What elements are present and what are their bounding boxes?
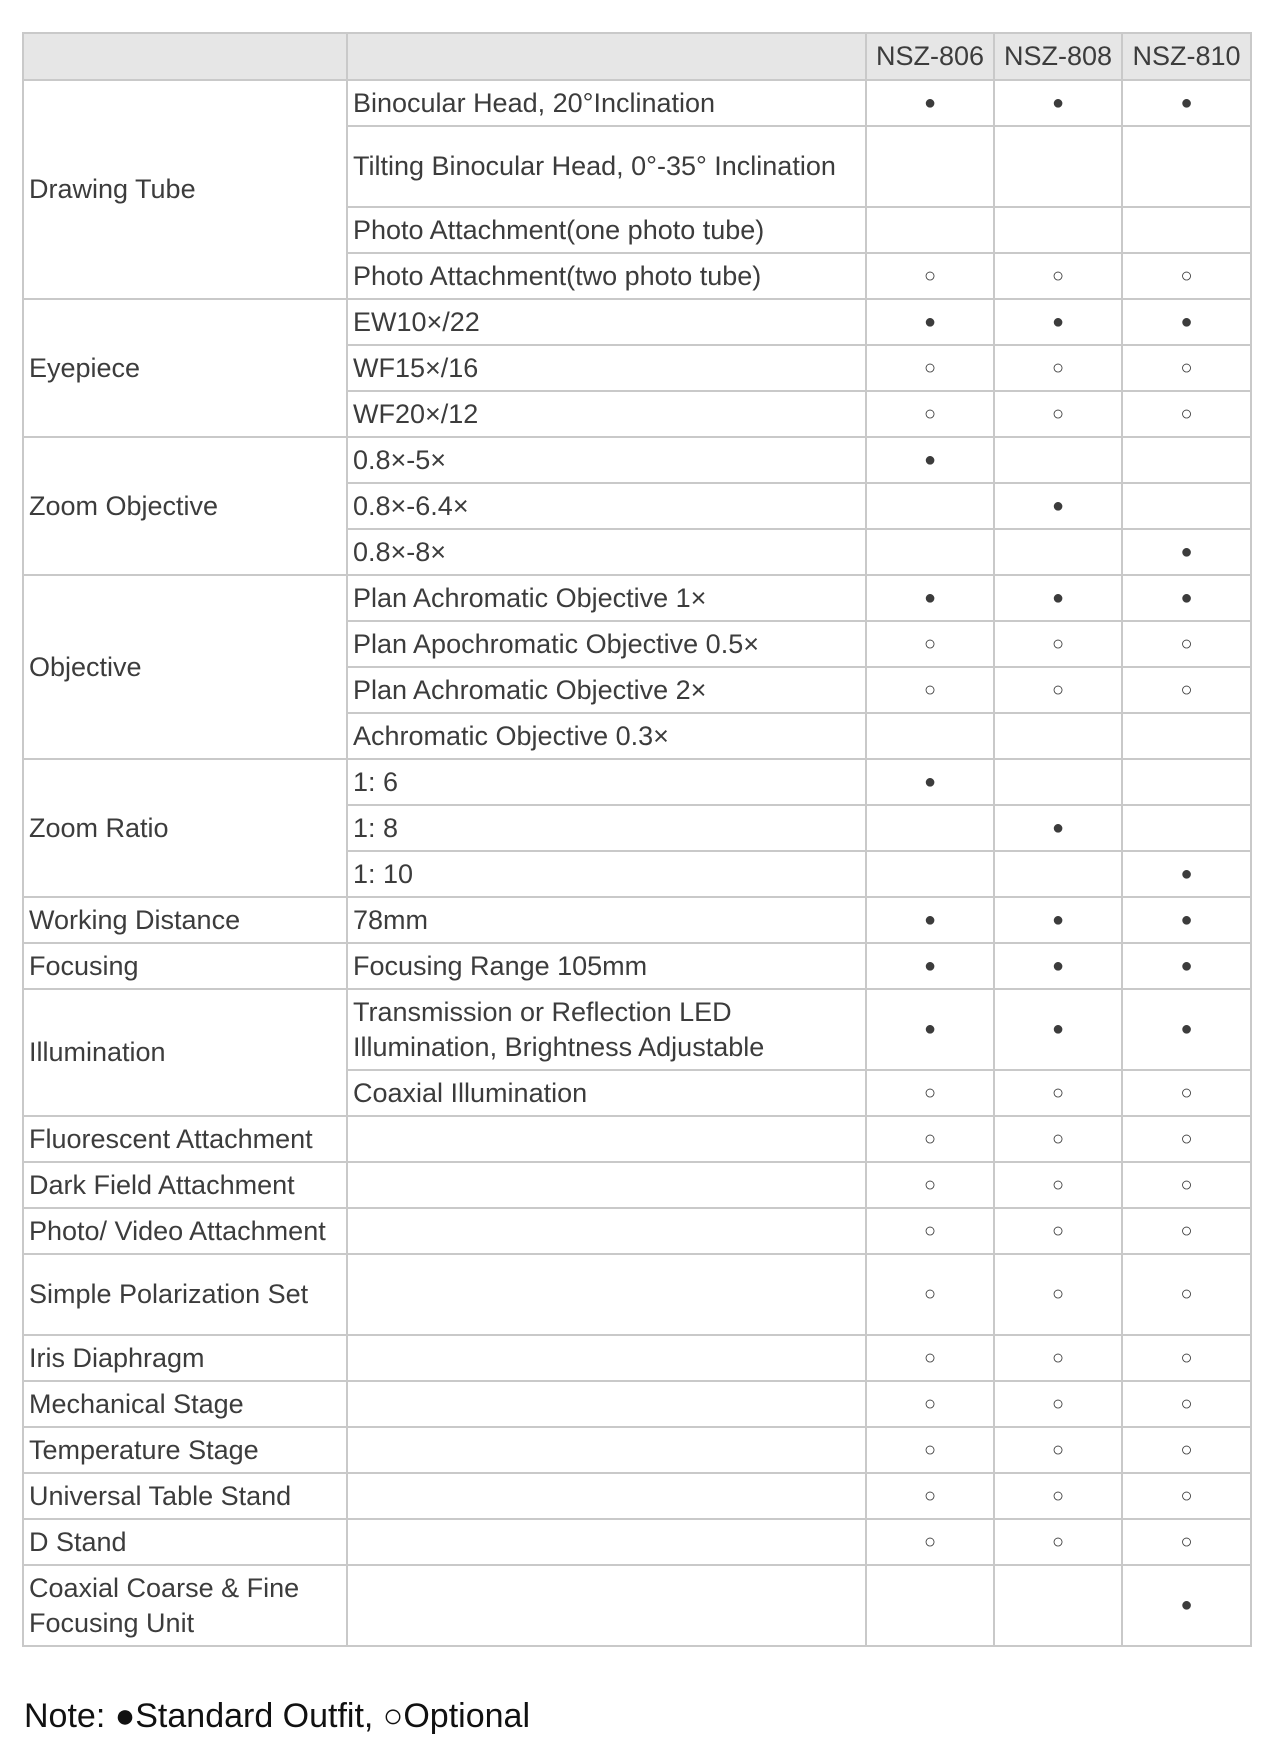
mark-nsz-808: [994, 437, 1122, 483]
mark-nsz-806: ●: [866, 943, 994, 989]
mark-nsz-806: ○: [866, 621, 994, 667]
item-cell: [347, 1162, 866, 1208]
mark-nsz-808: ●: [994, 805, 1122, 851]
mark-nsz-810: ●: [1122, 851, 1251, 897]
mark-nsz-806: [866, 851, 994, 897]
header-nsz-808: NSZ-808: [994, 33, 1122, 80]
mark-nsz-810: [1122, 126, 1251, 207]
item-cell: Achromatic Objective 0.3×: [347, 713, 866, 759]
mark-nsz-808: [994, 207, 1122, 253]
item-cell: Photo Attachment(two photo tube): [347, 253, 866, 299]
item-cell: 78mm: [347, 897, 866, 943]
mark-nsz-806: ○: [866, 253, 994, 299]
item-cell: [347, 1519, 866, 1565]
mark-nsz-806: [866, 805, 994, 851]
mark-nsz-808: ○: [994, 621, 1122, 667]
mark-nsz-808: ●: [994, 299, 1122, 345]
item-cell: Coaxial Illumination: [347, 1070, 866, 1116]
mark-nsz-808: ○: [994, 1254, 1122, 1335]
mark-nsz-806: ●: [866, 299, 994, 345]
item-cell: [347, 1381, 866, 1427]
mark-nsz-808: [994, 529, 1122, 575]
mark-nsz-806: [866, 483, 994, 529]
table-row: [23, 1565, 1251, 1646]
mark-nsz-810: ○: [1122, 1381, 1251, 1427]
mark-nsz-806: [866, 126, 994, 207]
mark-nsz-808: ●: [994, 989, 1122, 1070]
mark-nsz-810: ○: [1122, 1427, 1251, 1473]
category-cell: Drawing Tube: [23, 80, 347, 299]
item-cell: Plan Achromatic Objective 1×: [347, 575, 866, 621]
mark-nsz-810: [1122, 207, 1251, 253]
mark-nsz-810: ●: [1122, 80, 1251, 126]
mark-nsz-810: ●: [1122, 943, 1251, 989]
header-item: [347, 33, 866, 80]
category-cell: D Stand: [23, 1519, 347, 1565]
mark-nsz-806: ●: [866, 575, 994, 621]
mark-nsz-808: ○: [994, 1070, 1122, 1116]
mark-nsz-810: [1122, 759, 1251, 805]
category-cell: Coaxial Coarse & Fine Focusing Unit: [23, 1565, 347, 1646]
category-cell: Iris Diaphragm: [23, 1335, 347, 1381]
item-cell: WF15×/16: [347, 345, 866, 391]
item-cell: [347, 1565, 866, 1646]
mark-nsz-808: ○: [994, 1473, 1122, 1519]
mark-nsz-806: ○: [866, 1381, 994, 1427]
mark-nsz-808: [994, 851, 1122, 897]
category-cell: Working Distance: [23, 897, 347, 943]
table-row: [23, 1116, 1251, 1162]
category-cell: Dark Field Attachment: [23, 1162, 347, 1208]
mark-nsz-808: ○: [994, 391, 1122, 437]
mark-nsz-806: ○: [866, 1208, 994, 1254]
item-cell: [347, 1116, 866, 1162]
mark-nsz-806: [866, 713, 994, 759]
item-cell: [347, 1254, 866, 1335]
mark-nsz-810: ●: [1122, 529, 1251, 575]
item-cell: 0.8×-5×: [347, 437, 866, 483]
legend-note: Note: ●Standard Outfit, ○Optional: [24, 1697, 530, 1735]
mark-nsz-808: [994, 713, 1122, 759]
header-nsz-806: NSZ-806: [866, 33, 994, 80]
mark-nsz-808: [994, 759, 1122, 805]
mark-nsz-808: ○: [994, 1381, 1122, 1427]
mark-nsz-806: ○: [866, 1519, 994, 1565]
spec-table: [22, 32, 1252, 1647]
item-cell: Focusing Range 105mm: [347, 943, 866, 989]
header-nsz-810: NSZ-810: [1122, 33, 1251, 80]
mark-nsz-810: ○: [1122, 253, 1251, 299]
mark-nsz-806: ○: [866, 1254, 994, 1335]
table-row: [23, 1254, 1251, 1335]
category-cell: Eyepiece: [23, 299, 347, 437]
header-category: [23, 33, 347, 80]
category-cell: Photo/ Video Attachment: [23, 1208, 347, 1254]
item-cell: 1: 10: [347, 851, 866, 897]
table-row: [23, 1427, 1251, 1473]
category-cell: Mechanical Stage: [23, 1381, 347, 1427]
table-row: [23, 989, 1251, 1070]
mark-nsz-810: ○: [1122, 621, 1251, 667]
mark-nsz-806: ○: [866, 1116, 994, 1162]
mark-nsz-806: ●: [866, 759, 994, 805]
table-body: [23, 80, 1251, 1646]
item-cell: Plan Achromatic Objective 2×: [347, 667, 866, 713]
table-row: [23, 575, 1251, 621]
mark-nsz-808: ○: [994, 345, 1122, 391]
mark-nsz-810: ○: [1122, 1519, 1251, 1565]
mark-nsz-810: ●: [1122, 989, 1251, 1070]
table-row: [23, 759, 1251, 805]
category-cell: Universal Table Stand: [23, 1473, 347, 1519]
mark-nsz-810: [1122, 483, 1251, 529]
category-cell: Objective: [23, 575, 347, 759]
item-cell: WF20×/12: [347, 391, 866, 437]
mark-nsz-810: ○: [1122, 1335, 1251, 1381]
mark-nsz-810: ○: [1122, 1208, 1251, 1254]
item-cell: EW10×/22: [347, 299, 866, 345]
item-cell: Plan Apochromatic Objective 0.5×: [347, 621, 866, 667]
category-cell: Simple Polarization Set: [23, 1254, 347, 1335]
item-cell: [347, 1335, 866, 1381]
mark-nsz-810: ○: [1122, 1254, 1251, 1335]
mark-nsz-810: ●: [1122, 897, 1251, 943]
mark-nsz-808: ○: [994, 1335, 1122, 1381]
item-cell: Transmission or Reflection LED Illumination, Brightness Adjustable: [347, 989, 866, 1070]
mark-nsz-808: ●: [994, 80, 1122, 126]
mark-nsz-808: ○: [994, 1162, 1122, 1208]
mark-nsz-810: ●: [1122, 575, 1251, 621]
category-cell: Zoom Objective: [23, 437, 347, 575]
item-cell: Tilting Binocular Head, 0°-35° Inclination: [347, 126, 866, 207]
table-row: [23, 437, 1251, 483]
mark-nsz-810: ○: [1122, 1473, 1251, 1519]
category-cell: Temperature Stage: [23, 1427, 347, 1473]
mark-nsz-806: ○: [866, 1162, 994, 1208]
mark-nsz-808: [994, 126, 1122, 207]
mark-nsz-810: [1122, 437, 1251, 483]
mark-nsz-808: ●: [994, 943, 1122, 989]
mark-nsz-810: ○: [1122, 1070, 1251, 1116]
category-cell: Focusing: [23, 943, 347, 989]
mark-nsz-806: ○: [866, 1070, 994, 1116]
mark-nsz-806: ●: [866, 437, 994, 483]
table-row: [23, 1208, 1251, 1254]
item-cell: [347, 1208, 866, 1254]
table-row: [23, 1162, 1251, 1208]
mark-nsz-806: ●: [866, 897, 994, 943]
mark-nsz-808: [994, 1565, 1122, 1646]
mark-nsz-806: ○: [866, 667, 994, 713]
category-cell: Illumination: [23, 989, 347, 1116]
mark-nsz-808: ○: [994, 1427, 1122, 1473]
mark-nsz-806: [866, 529, 994, 575]
mark-nsz-808: ○: [994, 667, 1122, 713]
table-header: [23, 33, 1251, 80]
table-row: [23, 1335, 1251, 1381]
table-row: [23, 897, 1251, 943]
table-row: [23, 943, 1251, 989]
mark-nsz-806: ○: [866, 1473, 994, 1519]
mark-nsz-808: ○: [994, 253, 1122, 299]
mark-nsz-808: ●: [994, 483, 1122, 529]
table-row: [23, 299, 1251, 345]
item-cell: [347, 1427, 866, 1473]
table-row: [23, 1381, 1251, 1427]
item-cell: [347, 1473, 866, 1519]
mark-nsz-808: ○: [994, 1208, 1122, 1254]
mark-nsz-806: [866, 1565, 994, 1646]
mark-nsz-808: ○: [994, 1519, 1122, 1565]
mark-nsz-806: ○: [866, 1335, 994, 1381]
mark-nsz-810: ○: [1122, 1162, 1251, 1208]
mark-nsz-808: ●: [994, 897, 1122, 943]
mark-nsz-810: [1122, 805, 1251, 851]
mark-nsz-808: ○: [994, 1116, 1122, 1162]
header-row: [23, 33, 1251, 80]
category-cell: Fluorescent Attachment: [23, 1116, 347, 1162]
item-cell: 0.8×-8×: [347, 529, 866, 575]
mark-nsz-806: ○: [866, 345, 994, 391]
mark-nsz-808: ●: [994, 575, 1122, 621]
category-cell: Zoom Ratio: [23, 759, 347, 897]
mark-nsz-806: [866, 207, 994, 253]
item-cell: 1: 8: [347, 805, 866, 851]
item-cell: 0.8×-6.4×: [347, 483, 866, 529]
mark-nsz-810: ○: [1122, 1116, 1251, 1162]
mark-nsz-810: ○: [1122, 391, 1251, 437]
table-row: [23, 80, 1251, 126]
mark-nsz-810: ○: [1122, 345, 1251, 391]
table-row: [23, 1519, 1251, 1565]
item-cell: 1: 6: [347, 759, 866, 805]
mark-nsz-806: ○: [866, 391, 994, 437]
mark-nsz-810: ●: [1122, 299, 1251, 345]
mark-nsz-806: ○: [866, 1427, 994, 1473]
table-row: [23, 1473, 1251, 1519]
mark-nsz-806: ●: [866, 80, 994, 126]
mark-nsz-810: ○: [1122, 667, 1251, 713]
item-cell: Photo Attachment(one photo tube): [347, 207, 866, 253]
mark-nsz-806: ●: [866, 989, 994, 1070]
item-cell: Binocular Head, 20°Inclination: [347, 80, 866, 126]
mark-nsz-810: [1122, 713, 1251, 759]
mark-nsz-810: ●: [1122, 1565, 1251, 1646]
